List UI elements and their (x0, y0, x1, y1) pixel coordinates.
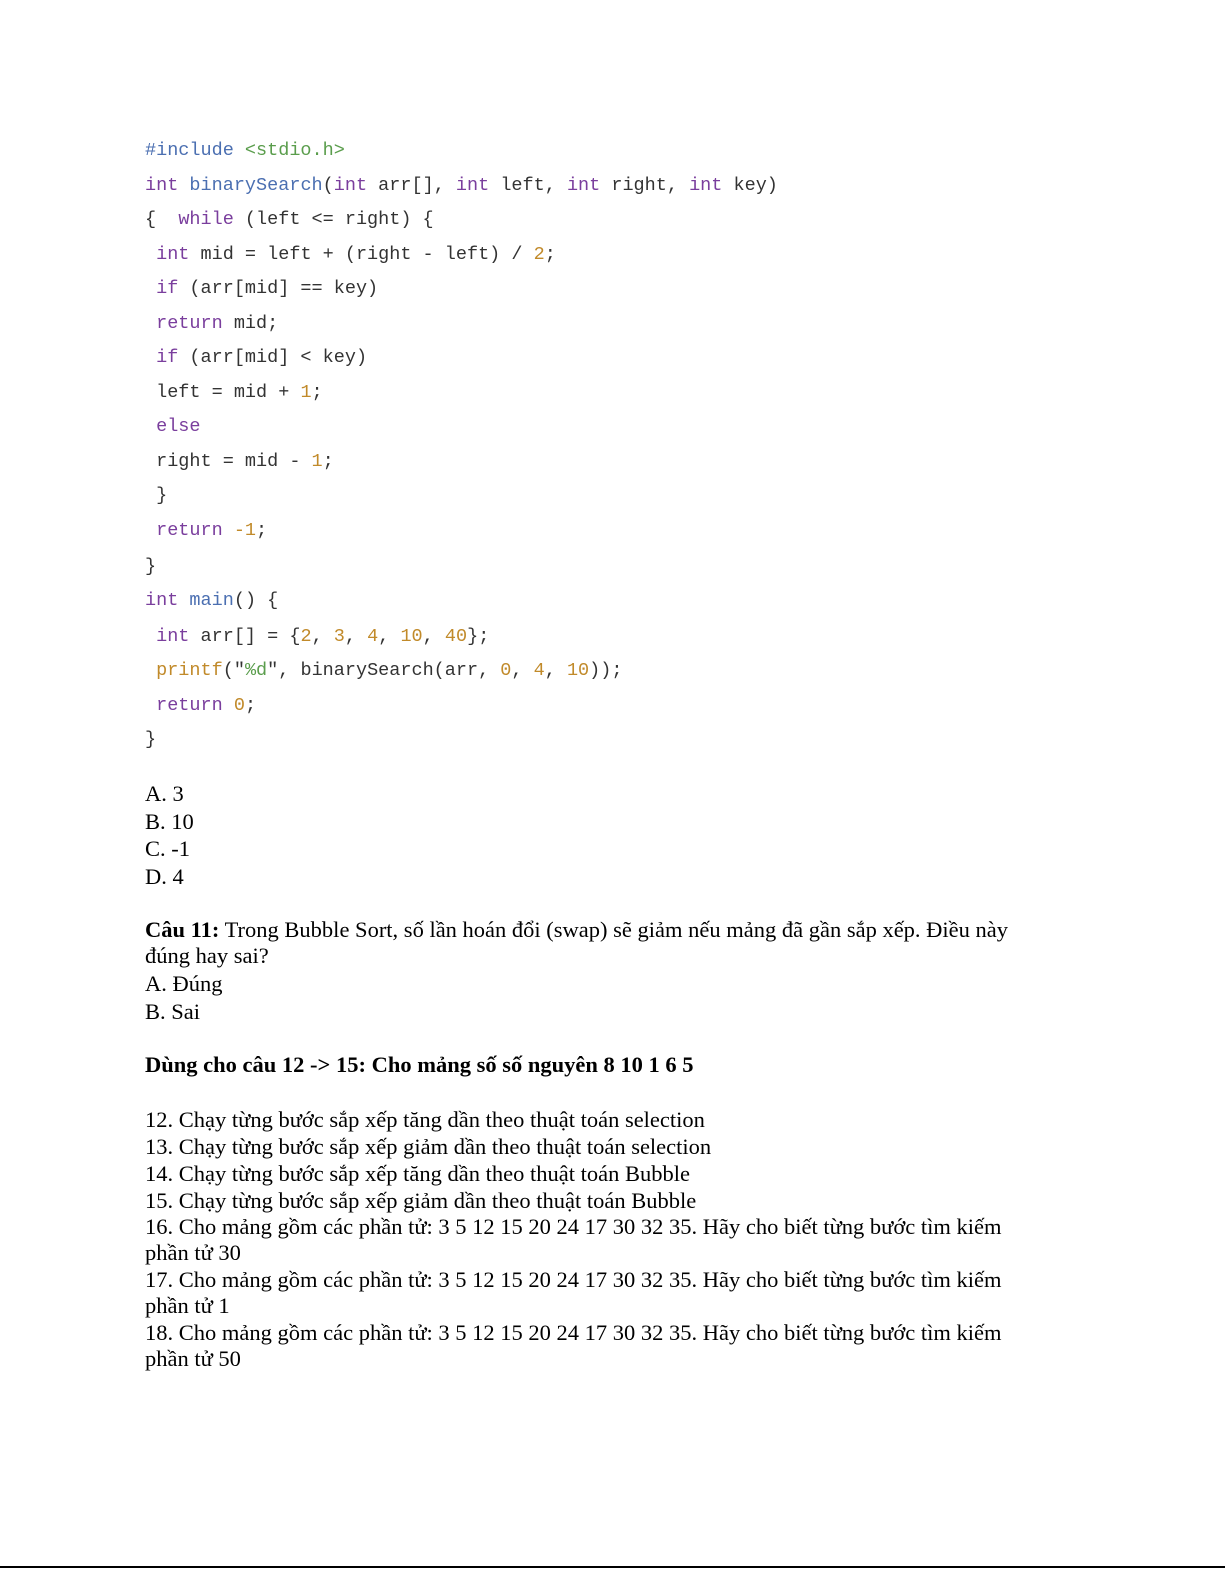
code-line (145, 175, 778, 197)
code-token: -1 (233, 520, 257, 541)
code-line (145, 695, 256, 717)
code-token: (left <= right) { (233, 209, 434, 230)
code-token: 4 (533, 660, 545, 681)
code-token: ; (244, 695, 257, 716)
code-token: arr[] = { (189, 626, 301, 647)
q11-option-a: A. Đúng (145, 971, 223, 996)
code-line (145, 244, 556, 266)
exercise-line: 18. Cho mảng gồm các phần tử: 3 5 12 15 20 24 17 30 32 35. Hãy cho biết từng bước tìm kiếm (145, 1320, 1002, 1345)
code-token: mid = left + (right - left) / (189, 244, 534, 265)
code-token: right, (600, 175, 690, 196)
page-bottom-rule (0, 1566, 1225, 1568)
code-token: ( (322, 175, 334, 196)
q11-label: Câu 11: (145, 917, 220, 942)
code-token: return (145, 313, 223, 334)
code-line (145, 556, 156, 578)
code-token: () { (233, 590, 279, 611)
code-token: 4 (367, 626, 379, 647)
code-token: (" (222, 660, 245, 681)
section-heading: Dùng cho câu 12 -> 15: Cho mảng số số nguyên 8 10 1 6 5 (145, 1052, 694, 1077)
code-token: 1 (311, 451, 323, 472)
code-token: , (344, 626, 368, 647)
code-token: ; (256, 520, 268, 541)
code-line (145, 416, 201, 438)
code-token: 0 (500, 660, 512, 681)
code-token: left = mid + (145, 382, 301, 403)
code-token: 10 (566, 660, 590, 681)
code-token: int (145, 626, 190, 647)
code-token: 2 (533, 244, 545, 265)
code-token: binarySearch (189, 175, 323, 196)
option-b: B. 10 (145, 808, 194, 834)
code-token: int (333, 175, 368, 196)
code-token: <stdio.h> (244, 140, 345, 161)
code-token: int (689, 175, 723, 196)
code-token: printf (145, 660, 223, 681)
code-token: return (145, 695, 223, 716)
code-line (145, 140, 345, 162)
option-a: A. 3 (145, 781, 184, 806)
code-token: arr[], (367, 175, 456, 196)
code-token: int (145, 244, 190, 265)
option-c: C. -1 (145, 836, 190, 861)
code-token: int (455, 175, 490, 196)
exercise-line: 13. Chạy từng bước sắp xếp giảm dần theo thuật toán selection (145, 1134, 712, 1159)
code-token: , (311, 626, 334, 647)
code-token: int (145, 175, 190, 196)
code-token: ; (544, 244, 556, 265)
code-token: } (145, 485, 168, 506)
code-token: (arr[mid] == key) (178, 278, 379, 299)
code-line (145, 382, 323, 404)
code-token: %d (244, 660, 268, 681)
code-token: ; (322, 451, 334, 472)
code-token: (arr[mid] < key) (178, 347, 368, 368)
option-d: D. 4 (145, 863, 184, 889)
code-line (145, 660, 622, 682)
code-token (223, 520, 234, 541)
code-token: )); (589, 660, 623, 681)
code-token: } (145, 556, 157, 577)
code-token: , (422, 626, 445, 647)
code-token: 3 (333, 626, 345, 647)
exercise-line: 14. Chạy từng bước sắp xếp tăng dần theo thuật toán Bubble (145, 1161, 690, 1186)
exercise-line: 15. Chạy từng bước sắp xếp giảm dần theo thuật toán Bubble (145, 1188, 697, 1213)
q11-line-2: đúng hay sai? (145, 943, 269, 968)
code-token: , (511, 660, 534, 681)
code-token: 1 (300, 382, 312, 403)
code-token: return (145, 520, 223, 541)
code-token: key) (722, 175, 778, 196)
exercise-line: 17. Cho mảng gồm các phần tử: 3 5 12 15 20 24 17 30 32 35. Hãy cho biết từng bước tìm kiếm (145, 1267, 1002, 1292)
code-token: else (145, 416, 201, 437)
code-line (145, 626, 489, 648)
exercise-line: 12. Chạy từng bước sắp xếp tăng dần theo thuật toán selection (145, 1107, 705, 1132)
code-line (145, 590, 278, 612)
code-token: int (566, 175, 601, 196)
code-token: left, (489, 175, 567, 196)
code-line (145, 520, 267, 542)
code-token (223, 695, 234, 716)
code-token: 2 (300, 626, 312, 647)
exercise-line: phần tử 30 (145, 1240, 241, 1265)
exercise-line: phần tử 1 (145, 1293, 230, 1318)
code-token: }; (467, 626, 490, 647)
code-token: main (189, 590, 234, 611)
code-line (145, 451, 334, 473)
code-token: } (145, 729, 157, 750)
code-line (145, 485, 167, 507)
code-token: mid; (222, 313, 279, 334)
code-token: #include (145, 140, 245, 161)
code-token: ; (311, 382, 323, 403)
q11-line-1 (145, 917, 1008, 944)
code-line (145, 278, 378, 300)
code-token: { (145, 209, 179, 230)
code-line (145, 729, 156, 751)
exercise-line: phần tử 50 (145, 1346, 241, 1371)
code-token: 40 (444, 626, 468, 647)
code-token: right = mid - (145, 451, 312, 472)
q11-text: Trong Bubble Sort, số lần hoán đổi (swap) sẽ giảm nếu mảng đã gần sắp xếp. Điều này (219, 917, 1009, 942)
code-token: while (178, 209, 234, 230)
code-token: if (145, 278, 179, 299)
code-token: , (544, 660, 567, 681)
q11-option-b: B. Sai (145, 999, 201, 1024)
exercise-line: 16. Cho mảng gồm các phần tử: 3 5 12 15 20 24 17 30 32 35. Hãy cho biết từng bước tìm kiếm (145, 1214, 1002, 1239)
code-line (145, 313, 278, 335)
code-line (145, 209, 434, 231)
code-token: 10 (400, 626, 423, 647)
code-token: 0 (233, 695, 245, 716)
code-token: if (145, 347, 179, 368)
code-token: ", binarySearch(arr, (267, 660, 501, 681)
code-line (145, 347, 367, 369)
code-token: , (378, 626, 401, 647)
code-token: int (145, 590, 190, 611)
